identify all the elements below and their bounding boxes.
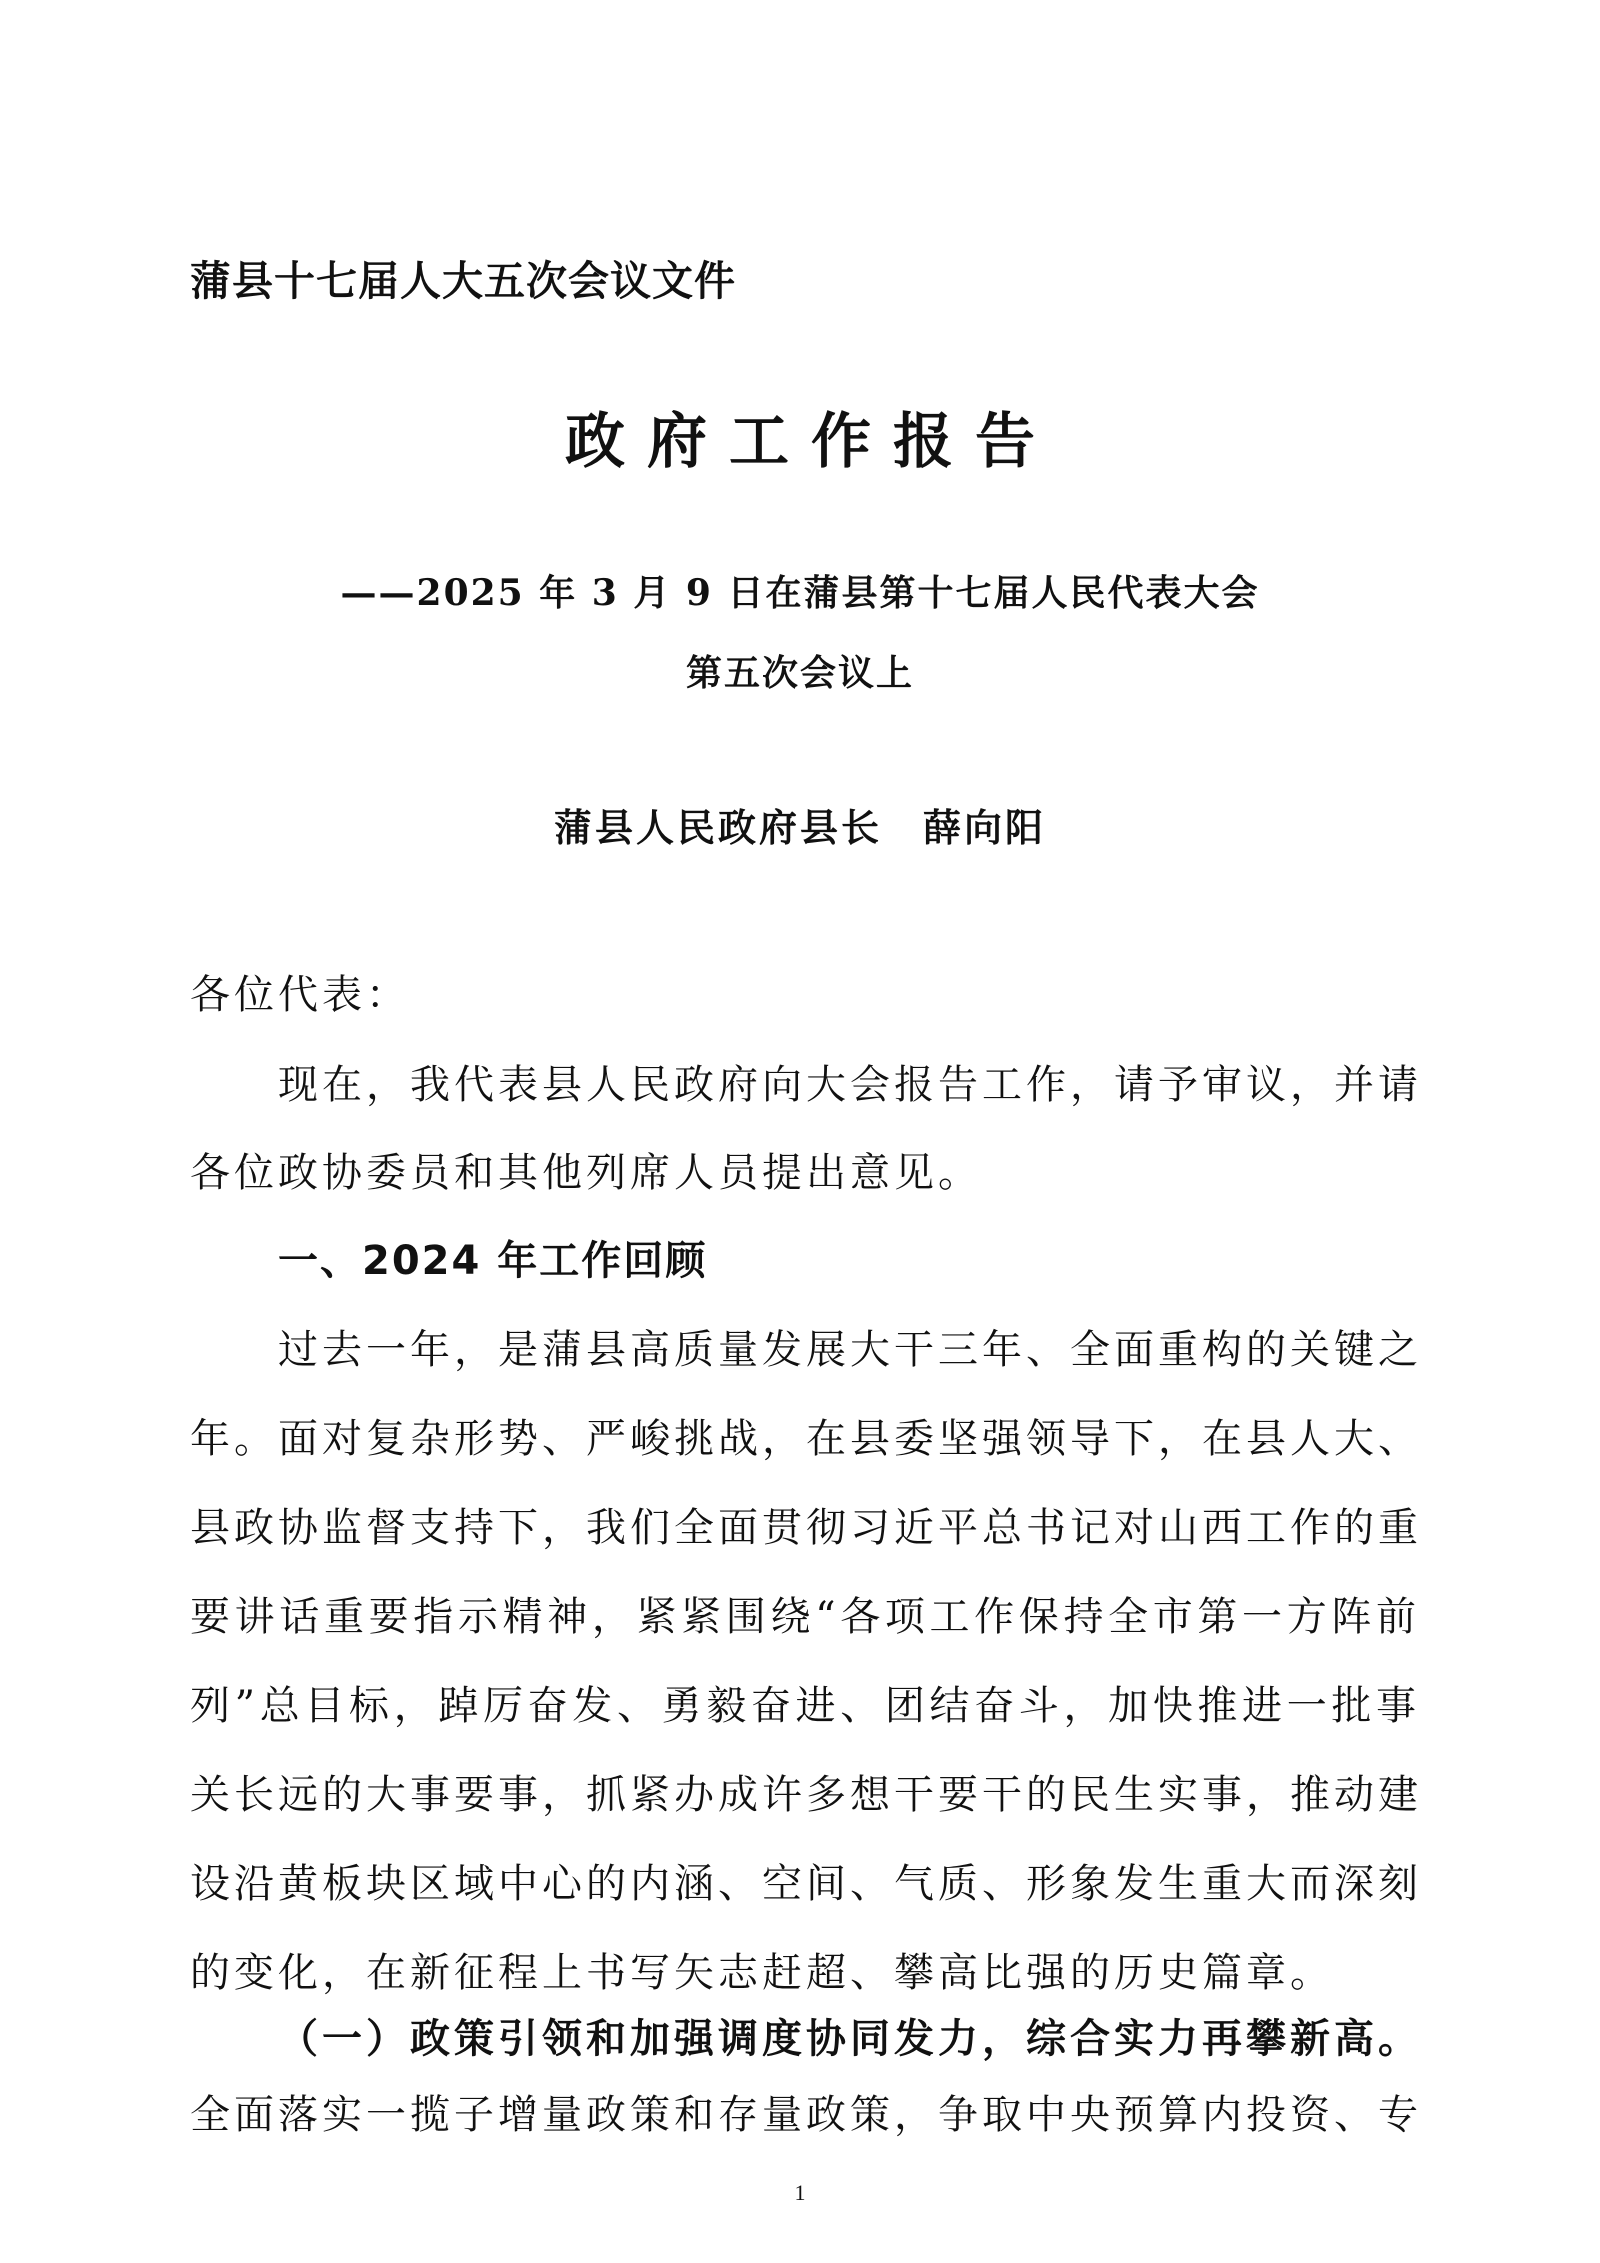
paragraph-line-5: 列”总目标，踔厉奋发、勇毅奋进、团结奋斗，加快推进一批事 <box>190 1683 1420 1729</box>
paragraph-line-7: 设沿黄板块区域中心的内涵、空间、气质、形象发生重大而深刻 <box>190 1861 1422 1907</box>
page-number: 1 <box>794 2180 806 2205</box>
report-title: 政府工作报告 <box>565 407 1057 477</box>
intro-line-2: 各位政协委员和其他列席人员提出意见。 <box>190 1150 982 1196</box>
subtitle-line-2: 第五次会议上 <box>685 652 914 694</box>
paragraph-2-line-1: 全面落实一揽子增量政策和存量政策，争取中央预算内投资、专 <box>190 2092 1422 2138</box>
paragraph-line-1: 过去一年，是蒲县高质量发展大干三年、全面重构的关键之 <box>278 1327 1422 1373</box>
subtitle-line-1: ——2025 年 3 月 9 日在蒲县第十七届人民代表大会 <box>340 572 1260 614</box>
section-heading: 一、2024 年工作回顾 <box>278 1238 708 1284</box>
document-label: 蒲县十七届人大五次会议文件 <box>190 257 736 305</box>
paragraph-line-4: 要讲话重要指示精神，紧紧围绕“各项工作保持全市第一方阵前 <box>190 1594 1420 1640</box>
paragraph-line-2: 年。面对复杂形势、严峻挑战，在县委坚强领导下，在县人大、 <box>190 1416 1422 1462</box>
salutation: 各位代表： <box>190 972 410 1018</box>
intro-line-1: 现在，我代表县人民政府向大会报告工作，请予审议，并请 <box>278 1062 1422 1108</box>
paragraph-line-3: 县政协监督支持下，我们全面贯彻习近平总书记对山西工作的重 <box>190 1505 1422 1551</box>
paragraph-line-6: 关长远的大事要事，抓紧办成许多想干要干的民生实事，推动建 <box>190 1772 1422 1818</box>
paragraph-line-8: 的变化，在新征程上书写矢志赶超、攀高比强的历史篇章。 <box>190 1950 1334 1996</box>
author-line: 蒲县人民政府县长 薛向阳 <box>553 805 1046 850</box>
subsection-heading: （一）政策引领和加强调度协同发力，综合实力再攀新高。 <box>278 2015 1422 2062</box>
